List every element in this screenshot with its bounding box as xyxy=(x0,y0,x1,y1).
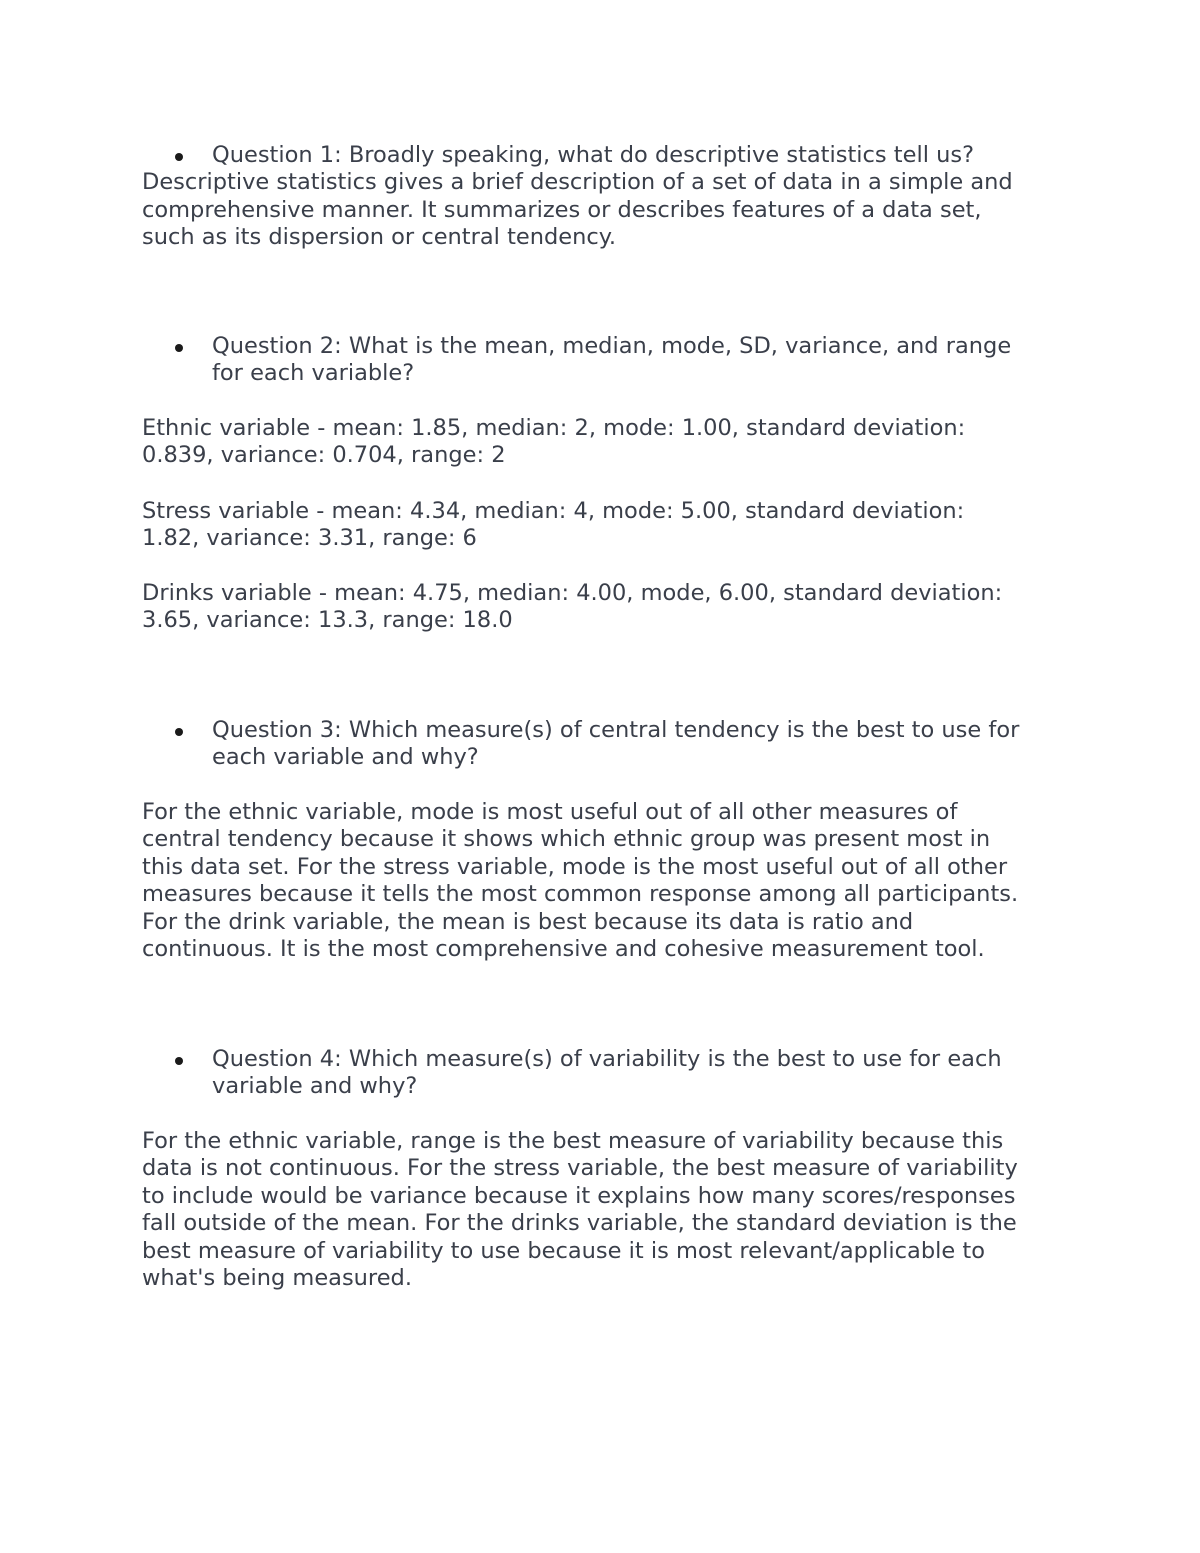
drinks-variable-stats xyxy=(142,580,1072,635)
question-1-heading xyxy=(142,142,1072,169)
answer-line: For the drink variable, the mean is best because its data is ratio and xyxy=(142,908,914,935)
bullet-icon xyxy=(175,1057,183,1065)
answer-line: continuous. It is the most comprehensive and cohesive measurement tool. xyxy=(142,936,985,963)
question-4-text: Question 4: Which measure(s) of variability is the best to use for each xyxy=(212,1046,1002,1072)
question-1-answer xyxy=(142,169,1072,251)
answer-line: central tendency because it shows which ethnic group was present most in xyxy=(142,826,991,853)
question-2-text-cont: for each variable? xyxy=(212,360,415,387)
answer-line: fall outside of the mean. For the drinks variable, the standard deviation is the xyxy=(142,1210,1017,1237)
answer-line: Descriptive statistics gives a brief description of a set of data in a simple and xyxy=(142,169,1013,196)
question-1-section xyxy=(142,142,1072,252)
answer-line: 1.82, variance: 3.31, range: 6 xyxy=(142,525,477,552)
question-4-heading xyxy=(142,1046,1072,1073)
question-4-answer xyxy=(142,1128,1072,1292)
answer-line: what's being measured. xyxy=(142,1265,412,1292)
answer-line: to include would be variance because it explains how many scores/responses xyxy=(142,1182,1016,1209)
answer-line: Ethnic variable - mean: 1.85, median: 2, mode: 1.00, standard deviation: xyxy=(142,415,966,441)
question-3-text: Question 3: Which measure(s) of central tendency is the best to use for xyxy=(212,717,1020,743)
question-4-section xyxy=(142,1046,1072,1101)
answer-line: 3.65, variance: 13.3, range: 18.0 xyxy=(142,607,513,634)
answer-line: For the ethnic variable, range is the best measure of variability because this xyxy=(142,1128,1004,1154)
question-4-text-cont: variable and why? xyxy=(212,1073,418,1100)
bullet-icon xyxy=(175,728,183,736)
question-3-section xyxy=(142,717,1072,772)
question-3-heading xyxy=(142,717,1072,744)
answer-line: 0.839, variance: 0.704, range: 2 xyxy=(142,442,506,469)
question-3-text-cont: each variable and why? xyxy=(212,744,479,771)
question-1-text: Question 1: Broadly speaking, what do descriptive statistics tell us? xyxy=(212,142,975,168)
question-2-text: Question 2: What is the mean, median, mode, SD, variance, and range xyxy=(212,333,1012,359)
answer-line: data is not continuous. For the stress variable, the best measure of variability xyxy=(142,1155,1018,1182)
answer-line: Drinks variable - mean: 4.75, median: 4.00, mode, 6.00, standard deviation: xyxy=(142,580,1003,606)
answer-line: Stress variable - mean: 4.34, median: 4, mode: 5.00, standard deviation: xyxy=(142,498,965,524)
answer-line: this data set. For the stress variable, mode is the most useful out of all other xyxy=(142,853,1008,880)
answer-line: best measure of variability to use because it is most relevant/applicable to xyxy=(142,1237,985,1264)
answer-line: comprehensive manner. It summarizes or describes features of a data set, xyxy=(142,196,982,223)
answer-line: For the ethnic variable, mode is most useful out of all other measures of xyxy=(142,799,958,825)
ethnic-variable-stats xyxy=(142,415,1072,470)
bullet-icon xyxy=(175,344,183,352)
question-2-heading xyxy=(142,333,1072,360)
answer-line: such as its dispersion or central tendency. xyxy=(142,224,617,251)
bullet-icon xyxy=(175,153,183,161)
answer-line: measures because it tells the most common response among all participants. xyxy=(142,881,1019,908)
question-3-answer xyxy=(142,799,1072,963)
question-2-section xyxy=(142,333,1072,388)
stress-variable-stats xyxy=(142,498,1072,553)
